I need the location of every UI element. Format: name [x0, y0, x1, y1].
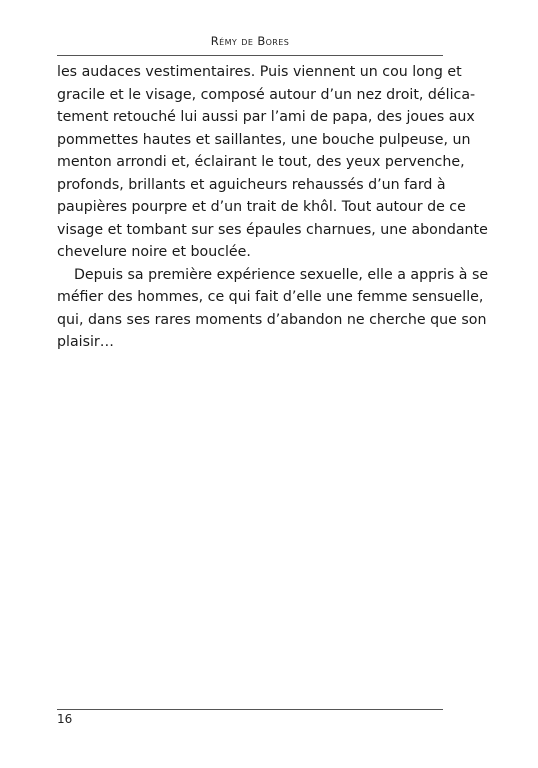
page-number: 16 [57, 712, 73, 726]
text-line: les audaces vestimentaires. Puis viennent un cou long et [57, 64, 462, 80]
paragraph-2 [57, 264, 489, 354]
text-line: pommettes hautes et saillantes, une bouche pulpeuse, un [57, 131, 471, 148]
text-line: gracile et le visage, composé autour d’un nez droit, délica- [57, 86, 476, 103]
text-line: méfier des hommes, ce qui fait d’elle une femme sensuelle, [57, 289, 484, 305]
text-line: chevelure noire et bouclée. [57, 244, 251, 260]
text-line: visage et tombant sur ses épaules charnues, une abondante [57, 221, 488, 238]
text-line: profonds, brillants et aguicheurs rehaussés d’un fard à [57, 176, 446, 193]
text-line: tement retouché lui aussi par l’ami de papa, des joues aux [57, 109, 475, 125]
running-head-title: Rémy de Bores [210, 34, 290, 48]
text-line: Depuis sa première expérience sexuelle, elle a appris à se [74, 266, 489, 283]
footer-rule [57, 709, 443, 710]
paragraph-1 [57, 61, 488, 264]
body-text [57, 61, 489, 354]
text-line: qui, dans ses rares moments d’abandon ne cherche que son [57, 311, 487, 328]
text-line: paupières pourpre et d’un trait de khôl. Tout autour de ce [57, 199, 466, 215]
text-line: menton arrondi et, éclairant le tout, des yeux pervenche, [57, 154, 465, 170]
text-line: plaisir… [57, 334, 114, 350]
header-rule [57, 55, 443, 56]
